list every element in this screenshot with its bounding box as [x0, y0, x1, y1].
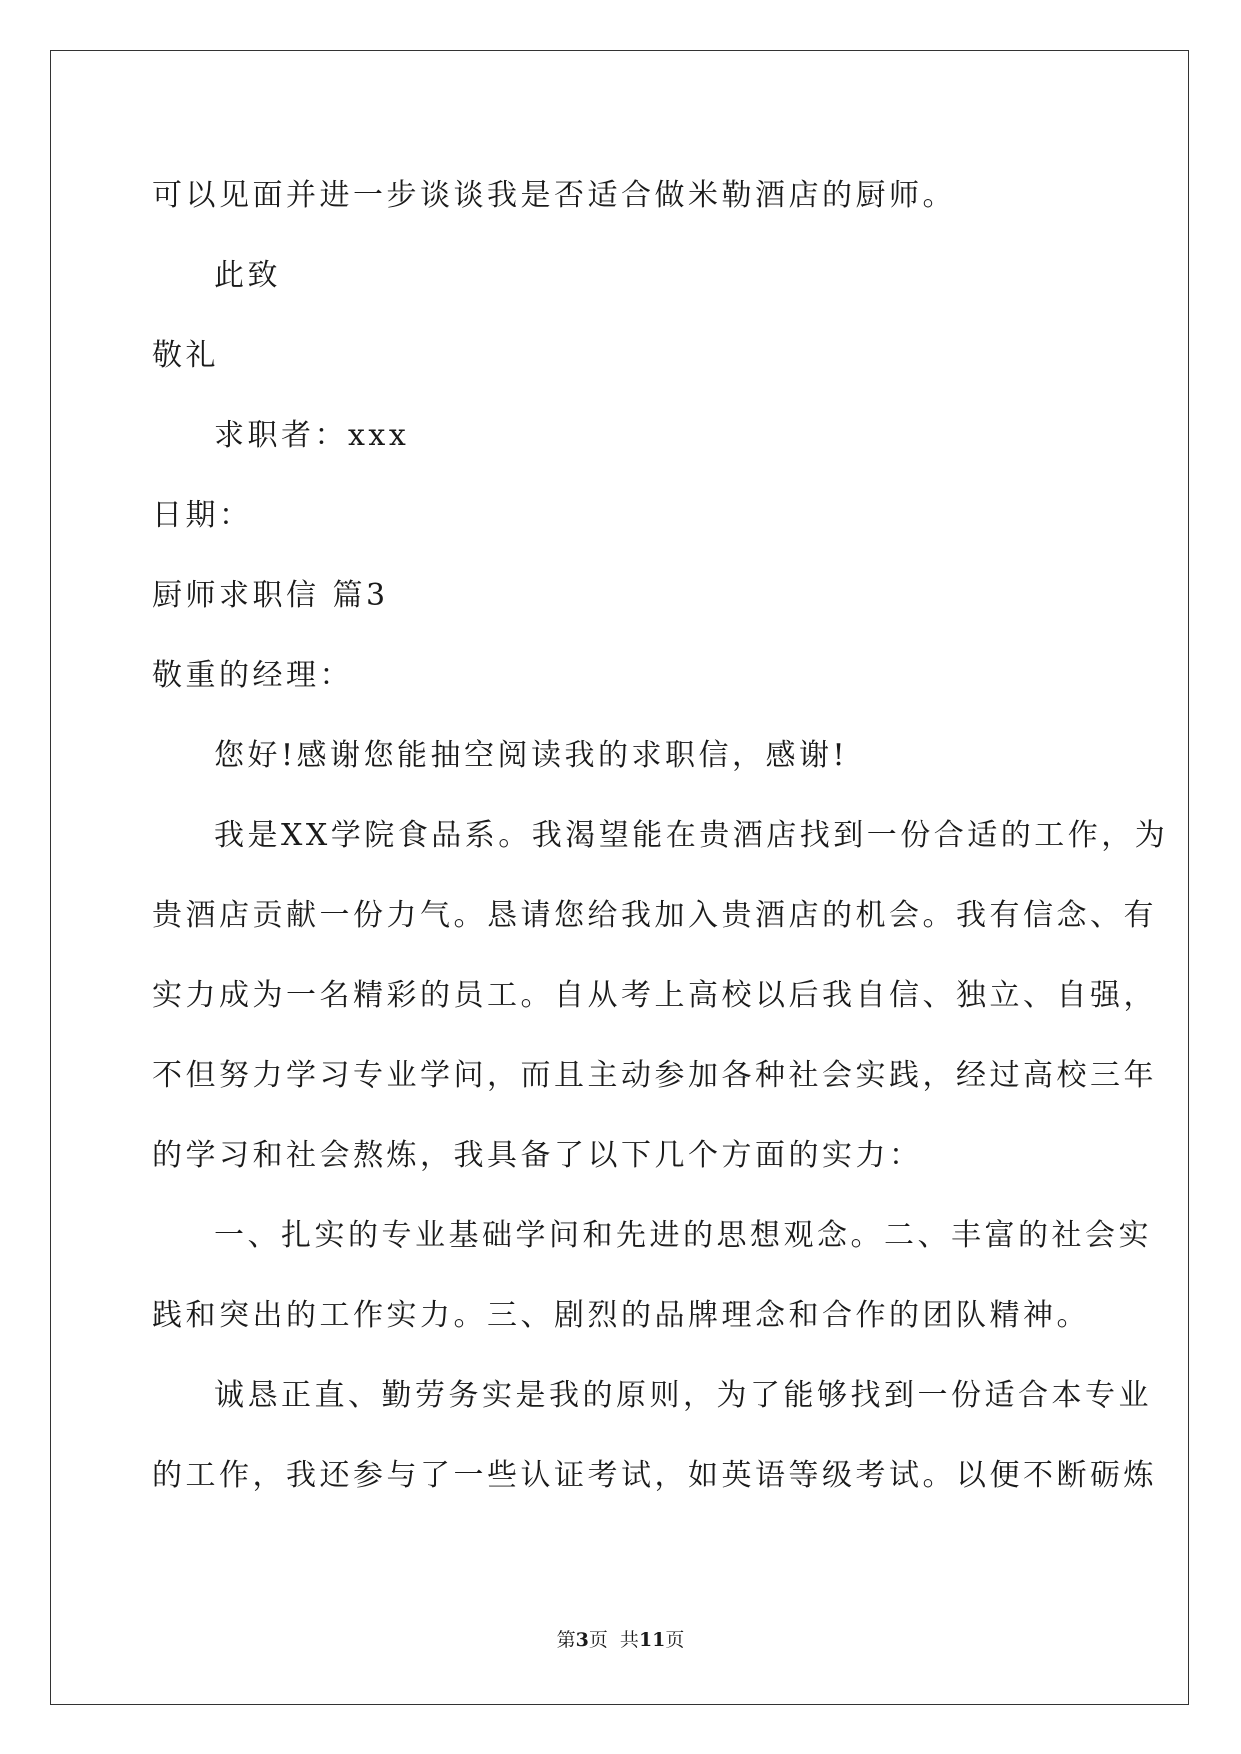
- paragraph-line: 实力成为一名精彩的员工。自从考上高校以后我自信、独立、自强，: [152, 978, 1157, 1013]
- paragraph-line: 的工作，我还参与了一些认证考试，如英语等级考试。以便不断砺炼: [152, 1458, 1157, 1493]
- footer-total-pages: 11: [638, 1629, 666, 1651]
- applicant-signature: 求职者：xxx: [214, 418, 410, 453]
- paragraph-line: 的学习和社会熬炼，我具备了以下几个方面的实力：: [152, 1138, 923, 1173]
- paragraph-line: 践和突出的工作实力。三、剧烈的品牌理念和合作的团队精神。: [152, 1298, 1090, 1333]
- salutation: 敬重的经理：: [152, 658, 353, 693]
- footer-prefix: 第: [556, 1629, 576, 1651]
- footer-page-number: 3: [575, 1629, 589, 1651]
- paragraph-greeting: 您好!感谢您能抽空阅读我的求职信，感谢!: [214, 738, 849, 773]
- footer-suffix: 页: [665, 1629, 685, 1651]
- paragraph-line: 我是XX学院食品系。我渴望能在贵酒店找到一份合适的工作，为: [214, 818, 1169, 853]
- date-line: 日期：: [152, 498, 253, 533]
- section-title: 厨师求职信 篇3: [152, 578, 389, 613]
- paragraph-line: 贵酒店贡献一份力气。恳请您给我加入贵酒店的机会。我有信念、有: [152, 898, 1157, 933]
- paragraph-line: 一、扎实的专业基础学问和先进的思想观念。二、丰富的社会实: [214, 1218, 1152, 1253]
- closing-salute: 敬礼: [152, 338, 219, 373]
- page-footer: [0, 1628, 1241, 1652]
- closing-greeting: 此致: [214, 258, 281, 293]
- paragraph-line: 诚恳正直、勤劳务实是我的原则，为了能够找到一份适合本专业: [214, 1378, 1152, 1413]
- footer-mid: 页 共: [588, 1629, 639, 1651]
- text-line-1: 可以见面并进一步谈谈我是否适合做米勒酒店的厨师。: [152, 178, 956, 213]
- paragraph-line: 不但努力学习专业学问，而且主动参加各种社会实践，经过高校三年: [152, 1058, 1157, 1093]
